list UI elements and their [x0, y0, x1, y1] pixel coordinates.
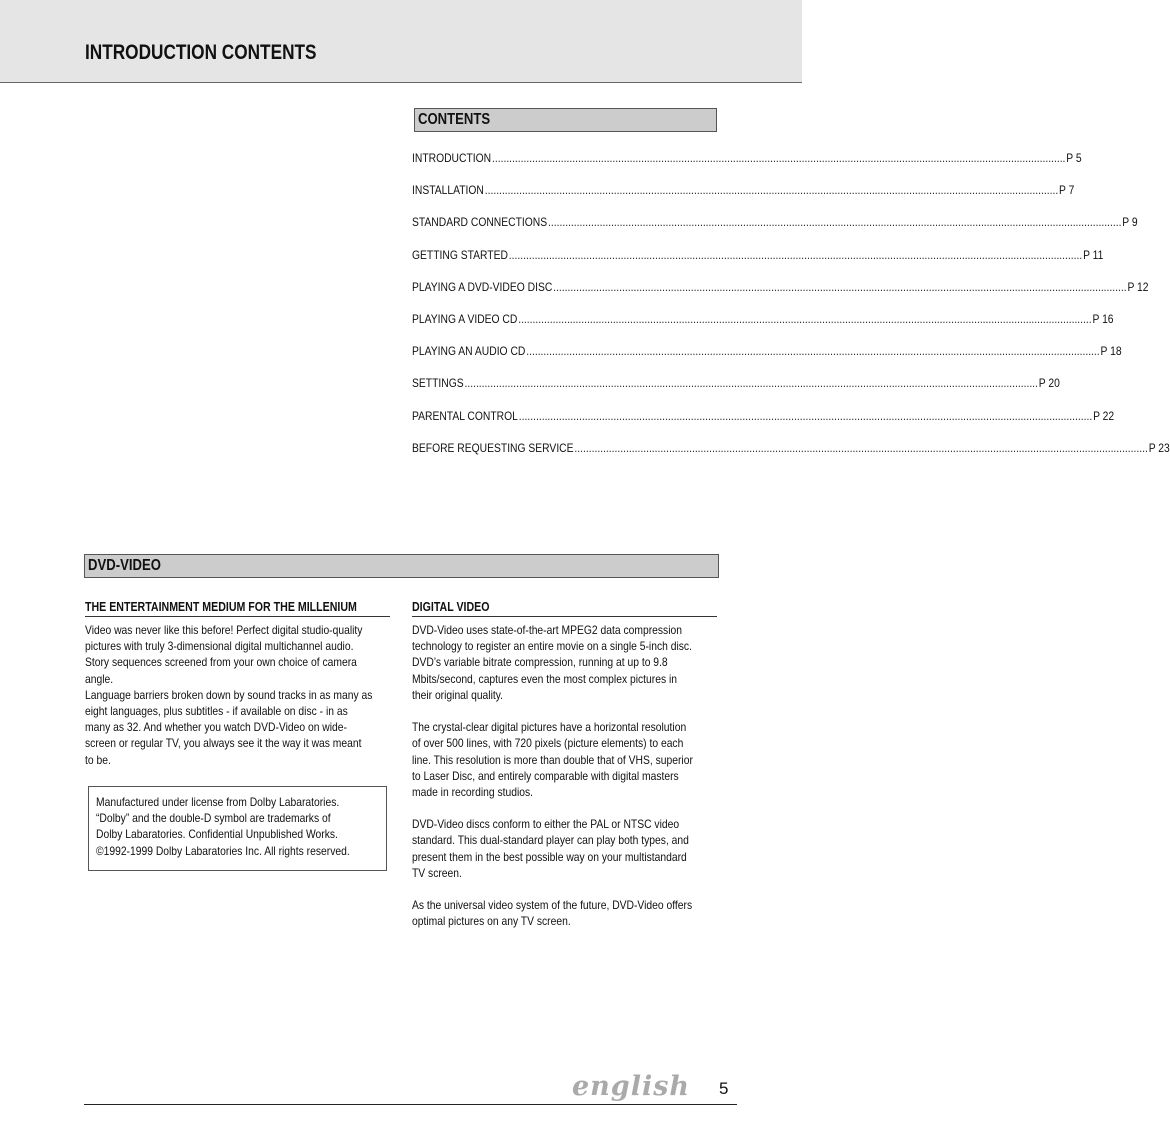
- text-line: The crystal-clear digital pictures have a horizontal resolution: [412, 720, 687, 735]
- toc-entry-label: SETTINGS: [412, 376, 464, 391]
- toc-entry-page: P 7: [1059, 183, 1075, 198]
- text-line: [412, 703, 674, 719]
- toc-entry-label: PARENTAL CONTROL: [412, 408, 518, 423]
- text-line: Dolby Labaratories. Confidential Unpublished Works.: [96, 827, 338, 842]
- dot-leader: ........................................................................................................................................................................................................: [526, 344, 1100, 359]
- toc-entry-page: P 12: [1127, 279, 1149, 294]
- text-line: eight languages, plus subtitles - if available on disc - in as: [85, 703, 348, 718]
- text-line: As the universal video system of the future, DVD-Video offers: [412, 898, 693, 913]
- text-line: Mbits/second, captures even the most complex pictures in: [412, 671, 678, 686]
- contents-heading: CONTENTS: [418, 111, 491, 128]
- digital-video-text: [412, 622, 717, 930]
- toc-entry: [412, 408, 1115, 441]
- dot-leader: ........................................................................................................................................................................................................: [484, 183, 1059, 198]
- text-line: made in recording studios.: [412, 784, 534, 799]
- dot-leader: ........................................................................................................................................................................................................: [574, 440, 1148, 455]
- toc-entry-page: P 5: [1066, 151, 1082, 165]
- toc-entry-page: P 18: [1100, 344, 1122, 359]
- dot-leader: ........................................................................................................................................................................................................: [491, 151, 1066, 165]
- text-line: standard. This dual-standard player can play both types, and: [412, 833, 689, 848]
- toc-entry: [412, 311, 1114, 344]
- table-of-contents: [412, 151, 1170, 473]
- text-line: line. This resolution is more than double that of VHS, superior: [412, 752, 693, 767]
- text-line: Story sequences screened from your own choice of camera: [85, 655, 357, 670]
- text-line: DVD’s variable bitrate compression, running at up to 9.8: [412, 655, 668, 670]
- dot-leader: ........................................................................................................................................................................................................: [508, 247, 1083, 262]
- page-number: 5: [719, 1079, 729, 1098]
- dvd-video-heading: DVD-VIDEO: [88, 557, 161, 574]
- footer-divider: [84, 1104, 737, 1105]
- toc-entry-label: BEFORE REQUESTING SERVICE: [412, 440, 574, 455]
- dot-leader: ........................................................................................................................................................................................................: [464, 376, 1038, 391]
- toc-entry-page: P 22: [1093, 408, 1115, 423]
- entertainment-column: [85, 600, 390, 768]
- text-line: TV screen.: [412, 865, 462, 880]
- toc-entry: [412, 151, 1082, 183]
- text-line: Language barriers broken down by sound tracks in as many as: [85, 687, 373, 702]
- text-line: “Dolby” and the double-D symbol are trademarks of: [96, 811, 331, 826]
- text-line: ©1992-1999 Dolby Labaratories Inc. All rights reserved.: [96, 843, 350, 858]
- toc-entry-page: P 11: [1083, 247, 1104, 262]
- english-language-logo: english: [572, 1071, 691, 1102]
- toc-entry-label: GETTING STARTED: [412, 247, 508, 262]
- text-line: screen or regular TV, you always see it the way it was meant: [85, 736, 362, 751]
- toc-entry: [412, 247, 1104, 280]
- toc-entry: [412, 440, 1170, 473]
- toc-entry-page: P 16: [1092, 311, 1114, 326]
- toc-entry: [412, 215, 1138, 247]
- toc-entry-label: STANDARD CONNECTIONS: [412, 215, 548, 230]
- text-line: their original quality.: [412, 687, 504, 702]
- page-title: INTRODUCTION CONTENTS: [85, 41, 317, 64]
- text-line: DVD-Video uses state-of-the-art MPEG2 data compression: [412, 623, 682, 637]
- contents-heading-bar: [414, 108, 717, 132]
- text-line: many as 32. And whether you watch DVD-Video on wide-: [85, 720, 347, 735]
- digital-video-column: [412, 600, 717, 930]
- text-line: pictures with truly 3-dimensional digital multichannel audio.: [85, 639, 354, 654]
- toc-entry-page: P 20: [1038, 376, 1060, 391]
- text-line: [412, 881, 674, 897]
- dolby-notice-box: [88, 786, 387, 871]
- toc-entry: [412, 183, 1075, 215]
- text-line: DVD-Video discs conform to either the PAL or NTSC video: [412, 817, 680, 832]
- page-header: [0, 0, 802, 83]
- entertainment-heading: THE ENTERTAINMENT MEDIUM FOR THE MILLENIUM: [85, 600, 390, 617]
- toc-entry-label: INTRODUCTION: [412, 151, 492, 165]
- dolby-notice-text: [96, 794, 386, 859]
- text-line: Manufactured under license from Dolby Labaratories.: [96, 795, 340, 809]
- text-line: to be.: [85, 752, 111, 767]
- text-line: [412, 800, 674, 816]
- dvd-video-heading-bar: [84, 554, 719, 578]
- toc-entry: [412, 376, 1060, 408]
- toc-entry-label: PLAYING A DVD-VIDEO DISC: [412, 279, 553, 294]
- toc-entry: [412, 344, 1122, 376]
- dot-leader: ........................................................................................................................................................................................................: [553, 279, 1127, 294]
- dot-leader: ........................................................................................................................................................................................................: [518, 408, 1093, 423]
- text-line: Video was never like this before! Perfect digital studio-quality: [85, 623, 363, 637]
- toc-entry-page: P 9: [1122, 215, 1138, 230]
- dot-leader: ........................................................................................................................................................................................................: [518, 311, 1092, 326]
- entertainment-text: [85, 622, 390, 768]
- toc-entry: [412, 279, 1149, 312]
- toc-entry-label: PLAYING A VIDEO CD: [412, 311, 518, 326]
- toc-entry-label: PLAYING AN AUDIO CD: [412, 344, 526, 359]
- dot-leader: ........................................................................................................................................................................................................: [547, 215, 1122, 230]
- text-line: angle.: [85, 671, 114, 686]
- text-line: optimal pictures on any TV screen.: [412, 914, 571, 929]
- text-line: technology to register an entire movie on a single 5-inch disc.: [412, 639, 692, 654]
- text-line: of over 500 lines, with 720 pixels (picture elements) to each: [412, 736, 684, 751]
- toc-entry-label: INSTALLATION: [412, 183, 484, 198]
- text-line: present them in the best possible way on your multistandard: [412, 849, 687, 864]
- text-line: to Laser Disc, and entirely comparable with digital masters: [412, 768, 679, 783]
- digital-video-heading: DIGITAL VIDEO: [412, 600, 717, 617]
- toc-entry-page: P 23: [1148, 440, 1170, 455]
